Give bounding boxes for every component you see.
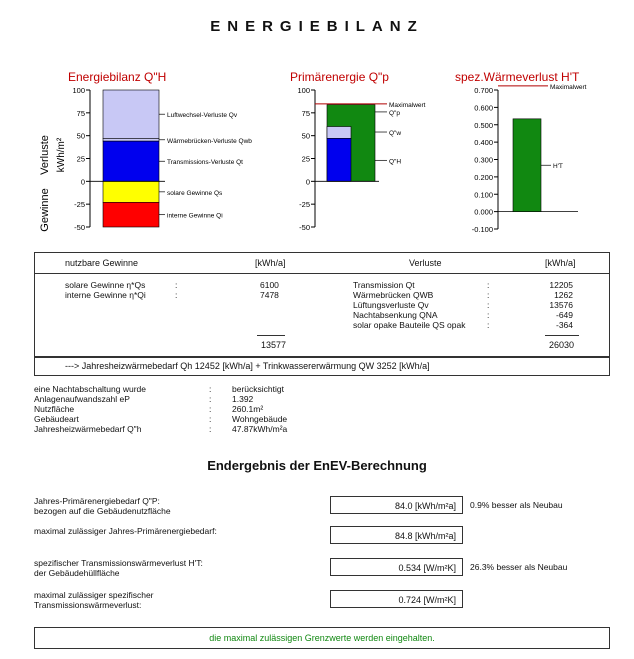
y-tick-label: 0.400 <box>474 138 493 148</box>
y-tick-label: 75 <box>301 108 310 118</box>
segment-label: solare Gewinne Qs <box>167 189 223 197</box>
y-tick-label: 0.300 <box>474 155 493 165</box>
y-tick-label: -50 <box>74 223 85 232</box>
loss-label: Wärmebrücken QWB <box>353 290 434 300</box>
info-label: Anlagenaufwandszahl eP <box>34 394 130 404</box>
segment-label: Q"p <box>389 109 400 117</box>
bar-segment <box>103 138 159 141</box>
y-tick-label: -25 <box>74 200 85 210</box>
bar-ht <box>513 119 541 212</box>
y-tick-label: 100 <box>297 86 310 95</box>
result-sublabel: Transmissionswärmeverlust: <box>34 600 142 610</box>
loss-colon: : <box>487 300 490 310</box>
loss-label: Lüftungsverluste Qv <box>353 300 429 310</box>
loss-colon: : <box>487 310 490 320</box>
balance-table <box>34 252 610 358</box>
chart-energiebilanz <box>60 84 270 236</box>
bar-segment <box>103 141 159 181</box>
footer-text: ---> Jahresheizwärmebedarf Qh 12452 [kWh/a] + Trinkwassererwärmung QW 3252 [kWh/a] <box>65 361 430 371</box>
result-label: Jahres-Primärenergiebedarf Q"P: <box>34 496 160 506</box>
y-tick-label: 0 <box>305 177 310 187</box>
y-tick-label: 0.700 <box>474 86 493 95</box>
y-tick-label: 0 <box>80 177 85 187</box>
gain-value: 6100 <box>260 280 279 290</box>
loss-colon: : <box>487 320 490 330</box>
result-sublabel: der Gebäudehüllfläche <box>34 568 120 578</box>
chart-primaerenergie <box>285 84 445 236</box>
y-tick-label: -50 <box>299 223 310 232</box>
result-label: maximal zulässiger spezifischer <box>34 590 154 600</box>
gain-colon: : <box>175 280 178 290</box>
info-value: berücksichtigt <box>232 384 284 394</box>
loss-value: 13576 <box>549 300 573 310</box>
gains-total-line <box>257 335 285 336</box>
y-tick-label: 50 <box>301 131 310 141</box>
y-tick-label: 50 <box>76 131 85 141</box>
segment-label: Q"H <box>389 158 402 166</box>
segment-label: interne Gewinne Qi <box>167 212 223 220</box>
bar-qw <box>327 127 351 139</box>
bar-segment <box>103 90 159 138</box>
losses-total-line <box>545 335 579 336</box>
bar-segment <box>103 202 159 227</box>
max-label: Maximalwert <box>389 101 426 109</box>
value-label: H'T <box>553 163 563 171</box>
loss-value: -364 <box>555 320 573 330</box>
page-title: ENERGIEBILANZ <box>210 18 424 35</box>
header-unit-losses: [kWh/a] <box>545 258 576 268</box>
y-label-verluste: Verluste <box>39 135 51 175</box>
loss-colon: : <box>487 290 490 300</box>
segment-label: Luftwechsel-Verluste Qv <box>167 112 238 120</box>
segment-label: Q"w <box>389 130 402 138</box>
info-value: 47.87kWh/m²a <box>232 424 288 434</box>
segment-label: Wärmebrücken-Verluste Qwb <box>167 137 252 145</box>
gain-label: interne Gewinne η*Qi <box>65 290 146 300</box>
info-label: Jahresheizwärmebedarf Q"h <box>34 424 142 434</box>
y-label-unit: kWh/m² <box>56 137 67 173</box>
y-tick-label: 25 <box>301 154 310 164</box>
gains-total: 13577 <box>261 340 287 350</box>
y-tick-label: -0.100 <box>471 225 493 234</box>
result-note: 26.3% besser als Neubau <box>470 562 568 572</box>
info-label: Gebäudeart <box>34 414 79 424</box>
chart2-title: Primärenergie Q"p <box>290 70 389 84</box>
y-tick-label: 0.000 <box>474 207 493 217</box>
result-note: 0.9% besser als Neubau <box>470 500 563 510</box>
y-tick-label: 75 <box>76 108 85 118</box>
loss-label: Nachtabsenkung QNA <box>353 310 438 320</box>
info-colon: : <box>209 414 212 424</box>
info-value: 1.392 <box>232 394 254 404</box>
info-colon: : <box>209 394 212 404</box>
y-tick-label: 100 <box>72 86 85 95</box>
info-colon: : <box>209 404 212 414</box>
result-sublabel: bezogen auf die Gebäudenutzfläche <box>34 506 171 516</box>
max-label: Maximalwert <box>550 84 587 91</box>
chart1-title: Energiebilanz Q"H <box>68 70 167 84</box>
header-unit-gains: [kWh/a] <box>255 258 286 268</box>
header-losses: Verluste <box>409 258 442 268</box>
result-label: spezifischer Transmissionswärmeverlust H'T: <box>34 558 203 568</box>
loss-label: Transmission Qt <box>353 280 415 290</box>
result-heading: Endergebnis der EnEV-Berechnung <box>207 458 427 473</box>
bar-qh <box>327 138 351 181</box>
y-tick-label: -25 <box>299 200 310 210</box>
y-tick-label: 0.200 <box>474 172 493 182</box>
y-tick-label: 0.600 <box>474 103 493 113</box>
header-divider <box>35 273 609 274</box>
gain-colon: : <box>175 290 178 300</box>
info-label: Nutzfläche <box>34 404 75 414</box>
result-value-box: 84.8 [kWh/m²a] <box>330 526 463 544</box>
bar-segment <box>103 181 159 202</box>
loss-value: -649 <box>555 310 573 320</box>
y-tick-label: 25 <box>76 154 85 164</box>
conclusion-text: die maximal zulässigen Grenzwerte werden eingehalten. <box>209 633 435 643</box>
info-value: Wohngebäude <box>232 414 288 424</box>
loss-value: 1262 <box>554 290 573 300</box>
result-value-box: 0.724 [W/m²K] <box>330 590 463 608</box>
chart3-title: spez.Wärmeverlust H'T <box>455 70 580 84</box>
y-label-gewinne: Gewinne <box>39 188 51 232</box>
result-value-box: 0.534 [W/m²K] <box>330 558 463 576</box>
table-footer <box>34 356 610 376</box>
info-value: 260.1m² <box>232 404 264 414</box>
gain-value: 7478 <box>260 290 279 300</box>
segment-label: Transmissions-Verluste Qt <box>167 159 243 167</box>
y-tick-label: 0.100 <box>474 190 493 200</box>
conclusion-box <box>34 627 610 649</box>
loss-label: solar opake Bauteile QS opak <box>353 320 466 330</box>
chart-waermeverlust <box>450 84 630 236</box>
result-value-box: 84.0 [kWh/m²a] <box>330 496 463 514</box>
loss-colon: : <box>487 280 490 290</box>
result-label: maximal zulässiger Jahres-Primärenergiebedarf: <box>34 526 217 536</box>
info-label: eine Nachtabschaltung wurde <box>34 384 146 394</box>
losses-total: 26030 <box>549 340 575 350</box>
info-colon: : <box>209 384 212 394</box>
loss-value: 12205 <box>549 280 573 290</box>
info-colon: : <box>209 424 212 434</box>
y-tick-label: 0.500 <box>474 120 493 130</box>
header-gains: nutzbare Gewinne <box>65 258 139 268</box>
gain-label: solare Gewinne η*Qs <box>65 280 146 290</box>
